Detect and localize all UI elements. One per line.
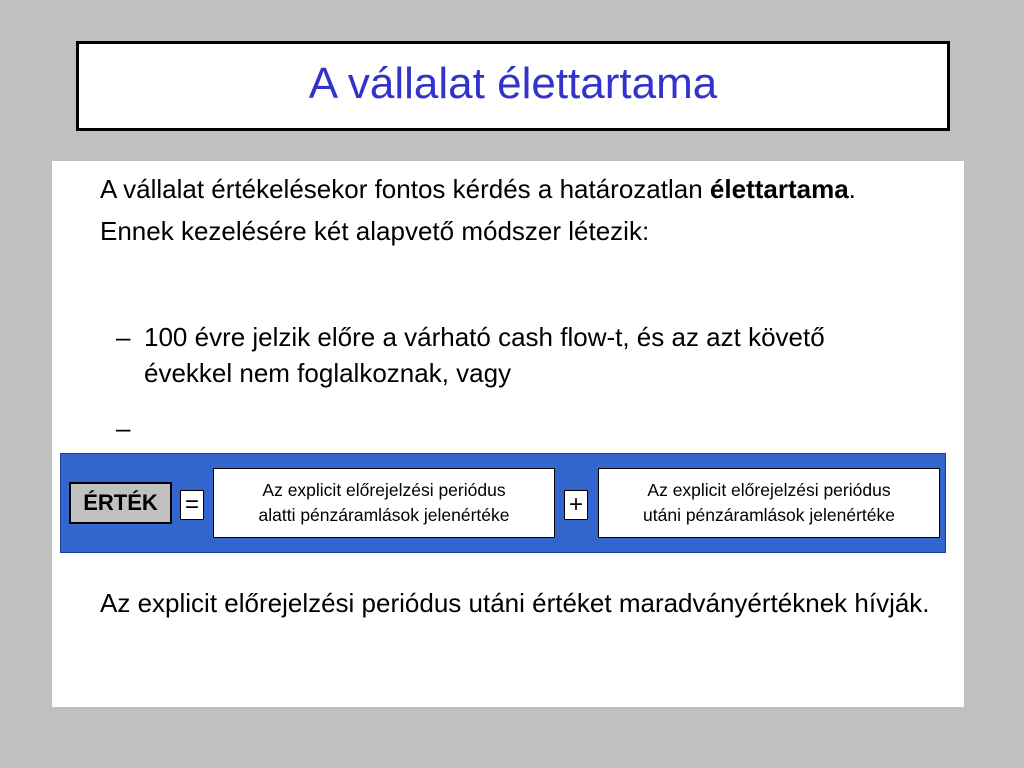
intro-text-start: A vállalat értékelésekor fontos kérdés a határozatlan xyxy=(100,174,710,204)
bullet-item-1 xyxy=(116,319,906,391)
bullet-dash: – xyxy=(116,413,131,443)
intro-bold-term: élettartama xyxy=(709,174,849,204)
formula-band xyxy=(60,453,946,553)
slide-title: A vállalat élettartama xyxy=(308,59,718,108)
content-panel xyxy=(52,161,964,707)
closing-paragraph: Az explicit előrejelzési periódus utáni értéket maradványértéknek hívják. xyxy=(100,588,930,618)
plus-sign-box: + xyxy=(564,490,588,520)
term2-line2: utáni pénzáramlások jelenértéke xyxy=(643,505,895,525)
term2-line1: Az explicit előrejelzési periódus xyxy=(647,480,891,500)
intro-text-end: . Ennek kezelésére két alapvető módszer létezik: xyxy=(100,174,856,246)
post-period-term-box xyxy=(598,468,940,538)
title-box xyxy=(76,41,950,131)
equals-sign-box: = xyxy=(180,490,204,520)
value-label-box: ÉRTÉK xyxy=(69,482,172,524)
term1-line1: Az explicit előrejelzési periódus xyxy=(262,480,506,500)
bullet-text: 100 évre jelzik előre a várható cash flow-t, és az azt követő évekkel nem foglalkoznak, vagy xyxy=(144,322,825,388)
bullet-dash: – xyxy=(116,322,131,352)
explicit-period-term-box xyxy=(213,468,555,538)
intro-paragraph xyxy=(100,168,930,252)
term1-line2: alatti pénzáramlások jelenértéke xyxy=(258,505,510,525)
